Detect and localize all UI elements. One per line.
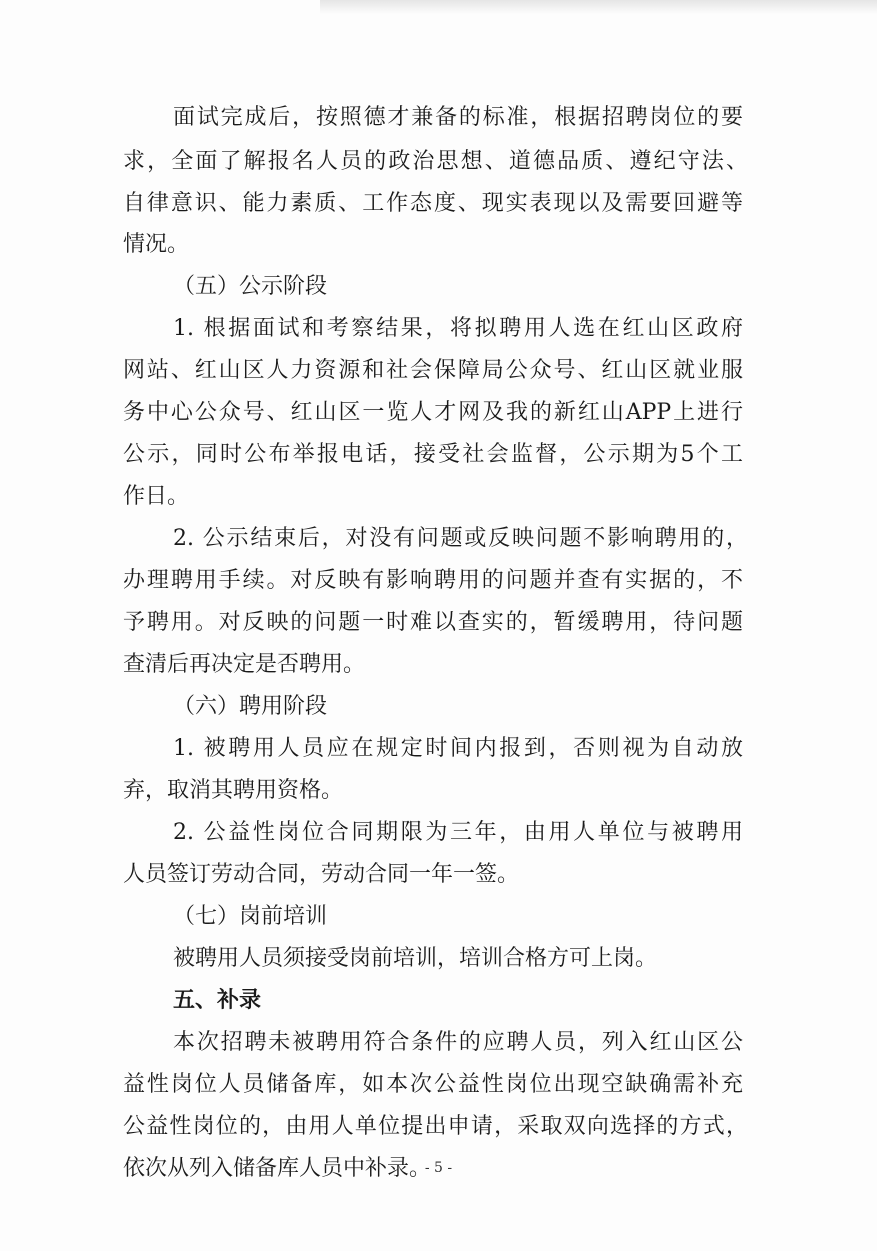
scan-edge-shadow: [320, 0, 877, 14]
chapter-heading: 五、补录: [173, 988, 262, 1013]
paragraph-line: 人员签订劳动合同，劳动合同一年一签。: [123, 862, 520, 887]
paragraph-line: 务中心公众号、红山区一览人才网及我的新红山APP上进行: [123, 400, 743, 425]
paragraph-line: 2. 公示结束后，对没有问题或反映问题不影响聘用的，: [173, 526, 748, 551]
paragraph-line: 本次招聘未被聘用符合条件的应聘人员，列入红山区公: [173, 1030, 743, 1055]
paragraph-line: 公示，同时公布举报电话，接受社会监督，公示期为5个工: [123, 442, 743, 467]
paragraph-line: 1. 根据面试和考察结果，将拟聘用人选在红山区政府: [173, 316, 743, 341]
paragraph-line: 益性岗位人员储备库，如本次公益性岗位出现空缺确需补充: [123, 1072, 743, 1097]
paragraph-line: 依次从列入储备库人员中补录。: [123, 1156, 432, 1181]
paragraph-line: 2. 公益性岗位合同期限为三年，由用人单位与被聘用: [173, 820, 743, 845]
paragraph-line: 查清后再决定是否聘用。: [123, 652, 366, 677]
paragraph-line: 情况。: [123, 232, 190, 257]
section-heading: （五）公示阶段: [173, 274, 328, 299]
page-number: - 5 -: [424, 1160, 453, 1176]
paragraph-line: 作日。: [123, 484, 190, 509]
paragraph-line: 公益性岗位的，由用人单位提出申请，采取双向选择的方式，: [123, 1114, 748, 1139]
paragraph-line: 弃，取消其聘用资格。: [123, 778, 344, 803]
paragraph-line: 面试完成后，按照德才兼备的标准，根据招聘岗位的要: [173, 105, 743, 130]
paragraph-line: 求，全面了解报名人员的政治思想、道德品质、遵纪守法、: [123, 149, 748, 174]
paragraph-line: 被聘用人员须接受岗前培训，培训合格方可上岗。: [173, 946, 658, 971]
paragraph-line: 1. 被聘用人员应在规定时间内报到，否则视为自动放: [173, 736, 743, 761]
section-heading: （七）岗前培训: [173, 904, 328, 929]
paragraph-line: 予聘用。对反映的问题一时难以查实的，暂缓聘用，待问题: [123, 610, 743, 635]
paragraph-line: 网站、红山区人力资源和社会保障局公众号、红山区就业服: [123, 358, 743, 383]
paragraph-line: 办理聘用手续。对反映有影响聘用的问题并查有实据的，不: [123, 568, 743, 593]
section-heading: （六）聘用阶段: [173, 694, 328, 719]
paragraph-line: 自律意识、能力素质、工作态度、现实表现以及需要回避等: [123, 191, 743, 216]
